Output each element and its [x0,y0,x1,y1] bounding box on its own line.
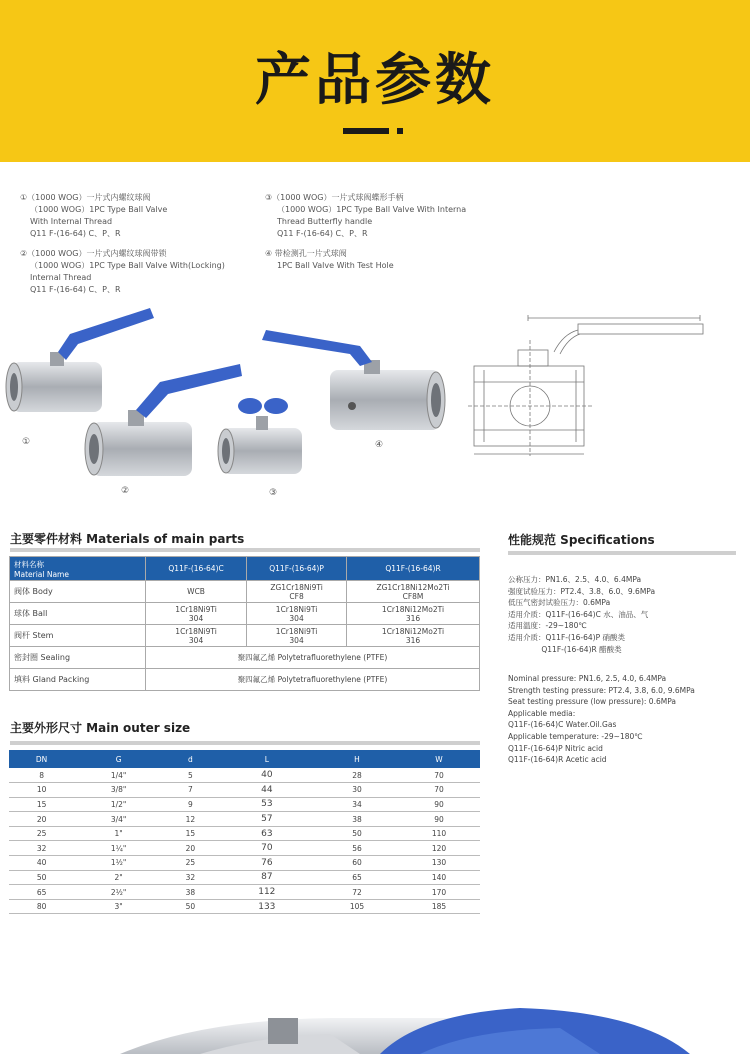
table-row [10,625,480,647]
cell [247,581,347,603]
cell-line: ZG1Cr18Ni12Mo2Ti [376,582,450,592]
spec-cn-list [508,574,655,655]
table-row [9,783,480,798]
cell-line: CF8 [289,591,304,601]
spec-en-line: Q11F-(16-64)C Water.Oil.Gas [508,720,617,730]
note-2-line: ②（1000 WOG）一片式内螺纹球阀带锁 [20,249,167,258]
valve-3-image [218,398,302,474]
note-1-line: Q11 F-(16-64) C、P、R [30,229,121,238]
table-cell: 105 [316,899,398,914]
table-cell: 20 [9,812,74,827]
note-2-line: （1000 WOG）1PC Type Ball Valve With(Locking) [30,261,225,270]
table-cell: 40 [218,768,316,783]
table-cell: 1½" [74,856,163,871]
table-cell: 110 [398,826,480,841]
note-2-line: Internal Thread [30,273,92,282]
table-cell: 63 [218,826,316,841]
note-3-line: Thread Butterfly handle [277,217,373,226]
dims-title: 主要外形尺寸 Main outer size [10,721,191,735]
cell-line: 1Cr18Ni9Ti [275,626,318,636]
table-cell: 170 [398,885,480,900]
spec-cn-line: 适用介质：Q11F-(16-64)P 硝酸类 [508,632,626,642]
table-cell: 70 [398,783,480,798]
table-cell: 120 [398,841,480,856]
spec-en-line: Q11F-(16-64)P Nitric acid [508,743,603,753]
note-4 [265,248,394,272]
valve-1-image [6,308,154,412]
cell-line: 304 [188,635,204,645]
table-cell: 20 [163,841,218,856]
table-cell: 1/2" [74,797,163,812]
table-cell: 38 [163,885,218,900]
title-dot [397,128,403,134]
table-cell: 130 [398,856,480,871]
row-name: 阀杆 Stem [10,625,146,647]
column-header: G [74,750,163,768]
spec-cn-line: 适用介质：Q11F-(16-64)C 水、油品、气 [508,609,649,619]
cell-line: 304 [188,613,204,623]
table-row [9,841,480,856]
table-row [10,647,480,669]
table-cell: 1" [74,826,163,841]
cell-line: 1Cr18Ni12Mo2Ti [381,626,445,636]
parts-rule [10,548,480,552]
note-3-line: Q11 F-(16-64) C、P、R [277,229,368,238]
table-cell: 76 [218,856,316,871]
table-cell: 112 [218,885,316,900]
table-row [10,669,480,691]
cell: 聚四氟乙烯 Polytetrafluorethylene (PTFE) [146,647,480,669]
column-header: W [398,750,480,768]
table-cell: 3/8" [74,783,163,798]
cell-line: 304 [289,613,304,623]
row-name: 填料 Gland Packing [10,669,146,691]
table-cell: 7 [163,783,218,798]
note-2-line: Q11 F-(16-64) C、P、R [30,285,121,294]
note-1 [20,192,167,240]
table-row [9,812,480,827]
cell [347,603,480,625]
table-row [9,826,480,841]
label-3: ③ [269,488,278,498]
table-row [9,899,480,914]
materials-header-name [10,557,146,581]
spec-cn-line: 强度试验压力：PT2.4、3.8、6.0、9.6MPa [508,586,656,596]
materials-table [9,556,480,691]
spec-cn-line: 公称压力：PN1.6、2.5、4.0、6.4MPa [508,575,642,584]
valve-photos [0,290,460,515]
table-cell: 140 [398,870,480,885]
cell [347,581,480,603]
label-2: ② [121,486,130,496]
table-row [9,856,480,871]
note-3 [265,192,466,240]
note-1-line: With Internal Thread [30,217,113,226]
dimension-table [9,750,480,914]
table-cell: 12 [163,812,218,827]
spec-cn-line: 适用温度：-29~180℃ [508,621,587,631]
table-cell: 3/4" [74,812,163,827]
table-cell: 2½" [74,885,163,900]
cell [146,581,247,603]
table-cell: 44 [218,783,316,798]
label-1: ① [22,437,31,447]
table-cell: 9 [163,797,218,812]
note-4-line: 1PC Ball Valve With Test Hole [277,261,394,270]
table-cell: 1/4" [74,768,163,783]
table-cell: 50 [163,899,218,914]
dimension-header-row [9,750,480,768]
spec-en-line: Applicable temperature: -29~180℃ [508,731,643,741]
table-cell: 34 [316,797,398,812]
table-cell: 28 [316,768,398,783]
table-cell: 8 [9,768,74,783]
table-cell: 15 [163,826,218,841]
table-cell: 70 [398,768,480,783]
table-cell: 38 [316,812,398,827]
table-cell: 50 [316,826,398,841]
spec-en-line: Q11F-(16-64)R Acetic acid [508,755,607,765]
note-2 [20,248,225,296]
note-1-line: ①（1000 WOG）一片式内螺纹球阀 [20,193,151,202]
cell-line: ZG1Cr18Ni9Ti [270,582,323,592]
table-cell: 57 [218,812,316,827]
cell [146,625,247,647]
materials-header-c: Q11F-(16-64)C [146,557,247,581]
title-underline [343,128,389,134]
table-cell: 133 [218,899,316,914]
row-name: 球体 Ball [10,603,146,625]
product-photo-partial [0,990,750,1054]
valve-4-image [262,330,445,430]
cell [247,625,347,647]
table-cell: 30 [316,783,398,798]
cell-line: 1Cr18Ni12Mo2Ti [381,604,445,614]
page-title: 产品参数 [255,48,495,113]
table-cell: 32 [9,841,74,856]
parts-title: 主要零件材料 Materials of main parts [10,532,245,546]
materials-header-p: Q11F-(16-64)P [247,557,347,581]
cell-line: 304 [289,635,304,645]
table-cell: 32 [163,870,218,885]
table-cell: 60 [316,856,398,871]
cell [347,625,480,647]
header-name-en: Material Name [14,569,69,579]
table-cell: 65 [316,870,398,885]
cell [146,603,247,625]
table-cell: 90 [398,812,480,827]
column-header: H [316,750,398,768]
cell-line: 1Cr18Ni9Ti [175,604,217,614]
table-cell: 56 [316,841,398,856]
cell: 聚四氟乙烯 Polytetrafluorethylene (PTFE) [146,669,480,691]
note-3-line: （1000 WOG）1PC Type Ball Valve With Interna [277,205,467,214]
cell [247,603,347,625]
table-cell: 185 [398,899,480,914]
table-cell: 87 [218,870,316,885]
label-4: ④ [375,440,384,450]
table-cell: 40 [9,856,74,871]
cell-line: WCB [187,587,205,596]
valve-technical-drawing [468,310,708,460]
spec-title: 性能规范 Specifications [508,533,655,547]
spec-en-line: Strength testing pressure: PT2.4, 3.8, 6.0, 9.6MPa [508,685,695,695]
cell-line: CF8M [402,591,424,601]
spec-cn-line: Q11F-(16-64)R 醋酸类 [508,644,622,654]
dims-rule [10,741,480,745]
row-name: 密封圈 Sealing [10,647,146,669]
table-cell: 65 [9,885,74,900]
header-name-cn: 材料名称 [14,559,44,569]
column-header: d [163,750,218,768]
table-cell: 5 [163,768,218,783]
header-banner [0,0,750,162]
table-row [9,885,480,900]
column-header: DN [9,750,74,768]
table-cell: 72 [316,885,398,900]
note-1-line: （1000 WOG）1PC Type Ball Valve [30,205,168,214]
table-cell: 15 [9,797,74,812]
spec-en-line: Nominal pressure: PN1.6, 2.5, 4.0, 6.4MPa [508,674,667,683]
cell-line: 316 [405,635,421,645]
table-cell: 25 [9,826,74,841]
table-cell: 10 [9,783,74,798]
table-cell: 53 [218,797,316,812]
table-row [9,768,480,783]
row-name: 阀体 Body [10,581,146,603]
table-cell: 3" [74,899,163,914]
spec-rule [508,551,736,555]
spec-en-line: Seat testing pressure (low pressure): 0.6MPa [508,697,676,707]
column-header: L [218,750,316,768]
table-cell: 70 [218,841,316,856]
spec-en-line: Applicable media: [508,708,576,718]
table-row [9,870,480,885]
cell-line: 316 [405,613,421,623]
spec-en-list [508,673,695,766]
table-cell: 50 [9,870,74,885]
table-cell: 2" [74,870,163,885]
spec-cn-line: 低压气密封试验压力：0.6MPa [508,598,611,608]
table-row [10,603,480,625]
cell-line: 1Cr18Ni9Ti [175,626,217,636]
table-cell: 25 [163,856,218,871]
table-row [9,797,480,812]
table-cell: 1¼" [74,841,163,856]
cell-line: 1Cr18Ni9Ti [275,604,318,614]
materials-header-r: Q11F-(16-64)R [347,557,480,581]
table-cell: 80 [9,899,74,914]
table-cell: 90 [398,797,480,812]
note-3-line: ③（1000 WOG）一片式球阀蝶形手柄 [265,193,404,202]
table-row [10,581,480,603]
note-4-line: ④ 带检测孔一片式球阀 [265,249,347,258]
